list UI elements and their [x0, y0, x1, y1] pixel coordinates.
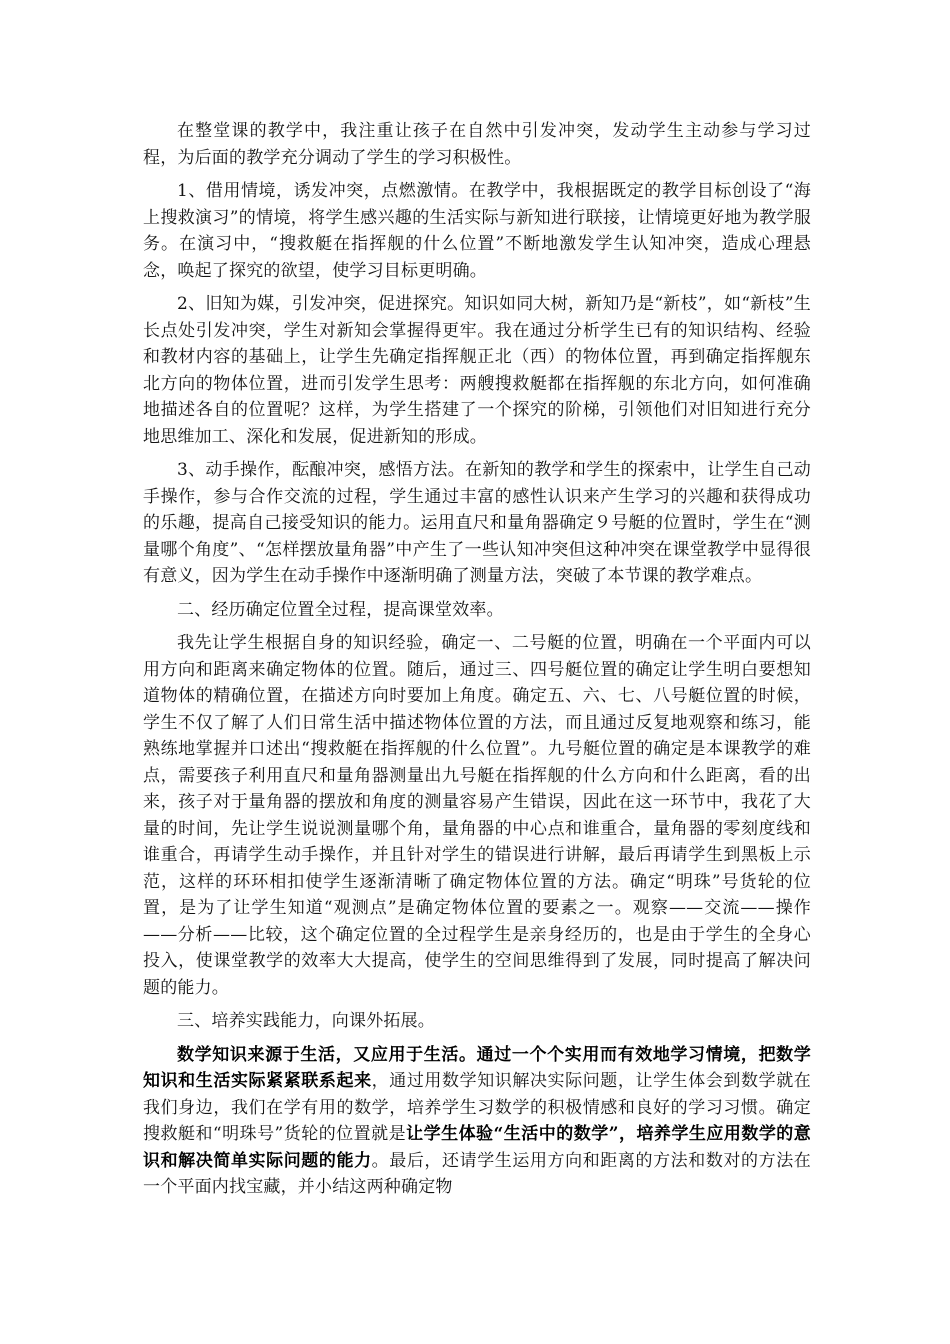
body-text-2: 。最后，还请学生运用方向和距离的方法和数对的方法在一个平面内找宝藏，并小结这两种确定物 [143, 1150, 811, 1197]
paragraph-point-3: 3、动手操作，酝酿冲突，感悟方法。在新知的教学和学生的探索中，让学生自己动手操作，参与合作交流的过程，学生通过丰富的感性认识来产生学习的兴趣和获得成功的乐趣，提高自己接受知识的能力。运用直尺和量角器确定９号艇的位置时，学生在“测量哪个角度”、“怎样摆放量角器”中产生了一些认知冲突但这种冲突在课堂教学中显得很有意义，因为学生在动手操作中逐渐明确了测量方法，突破了本节课的教学难点。 [143, 460, 811, 586]
bold-text-2: 让学生体验“生活中的数学”，培养学生应用数学的意识和解决简单实际问题的能力 [143, 1124, 811, 1171]
bold-text-1: 数学知识来源于生活，又应用于生活。通过一个个实用而有效地学习情境，把数学知识和生活实际紧紧联系起来 [143, 1044, 811, 1091]
section-heading-3: 三、培养实践能力，向课外拓展。 [177, 1011, 435, 1031]
paragraph-section-3-body [143, 1042, 811, 1201]
paragraph-section-2-body: 我先让学生根据自身的知识经验，确定一、二号艇的位置，明确在一个平面内可以用方向和距离来确定物体的位置。随后，通过三、四号艇位置的确定让学生明白要想知道物体的精确位置，在描述方向时要加上角度。确定五、六、七、八号艇位置的时候，学生不仅了解了人们日常生活中描述物体位置的方法，而且通过反复地观察和练习，能熟练地掌握并口述出“搜救艇在指挥舰的什么位置”。九号艇位置的确定是本课教学的难点，需要孩子利用直尺和量角器测量出九号艇在指挥舰的什么方向和什么距离，看的出来，孩子对于量角器的摆放和角度的测量容易产生错误，因此在这一环节中，我花了大量的时间，先让学生说说测量哪个角，量角器的中心点和谁重合，量角器的零刻度线和谁重合，再请学生动手操作，并且针对学生的错误进行讲解，最后再请学生到黑板上示范，这样的环环相扣使学生逐渐清晰了确定物体位置的方法。确定“明珠”号货轮的位置，是为了让学生知道“观测点”是确定物体位置的要素之一。观察——交流——操作——分析——比较，这个确定位置的全过程学生是亲身经历的，也是由于学生的全身心投入，使课堂教学的效率大大提高，使学生的空间思维得到了发展，同时提高了解决问题的能力。 [143, 633, 811, 998]
section-heading-2: 二、经历确定位置全过程，提高课堂效率。 [177, 599, 504, 620]
paragraph-point-1: 1、借用情境，诱发冲突，点燃激情。在教学中，我根据既定的教学目标创设了“海上搜救演习”的情境，将学生感兴趣的生活实际与新知进行联接，让情境更好地为教学服务。在演习中，“搜救艇在指挥舰的什么位置”不断地激发学生认知冲突，造成心理悬念，唤起了探究的欲望，使学习目标更明确。 [143, 181, 811, 281]
paragraph-point-2: 2、旧知为媒，引发冲突，促进探究。知识如同大树，新知乃是“新枝”，如“新枝”生长点处引发冲突，学生对新知会掌握得更牢。我在通过分析学生已有的知识结构、经验和教材内容的基础上，让学生先确定指挥舰正北（西）的物体位置，再到确定指挥舰东北方向的物体位置，进而引发学生思考：两艘搜救艇都在指挥舰的东北方向，如何准确地描述各自的位置呢？这样，为学生搭建了一个探究的阶梯，引领他们对旧知进行充分地思维加工、深化和发展，促进新知的形成。 [143, 294, 811, 447]
document-body [143, 118, 811, 1208]
paragraph-intro: 在整堂课的教学中，我注重让孩子在自然中引发冲突，发动学生主动参与学习过程，为后面的教学充分调动了学生的学习积极性。 [143, 121, 811, 168]
body-text-1: ，通过用数学知识解决实际问题，让学生体会到数学就在我们身边，我们在学有用的数学，培养学生习数学的积极情感和良好的学习习惯。确定搜救艇和“明珠号”货轮的位置就是 [143, 1071, 811, 1144]
